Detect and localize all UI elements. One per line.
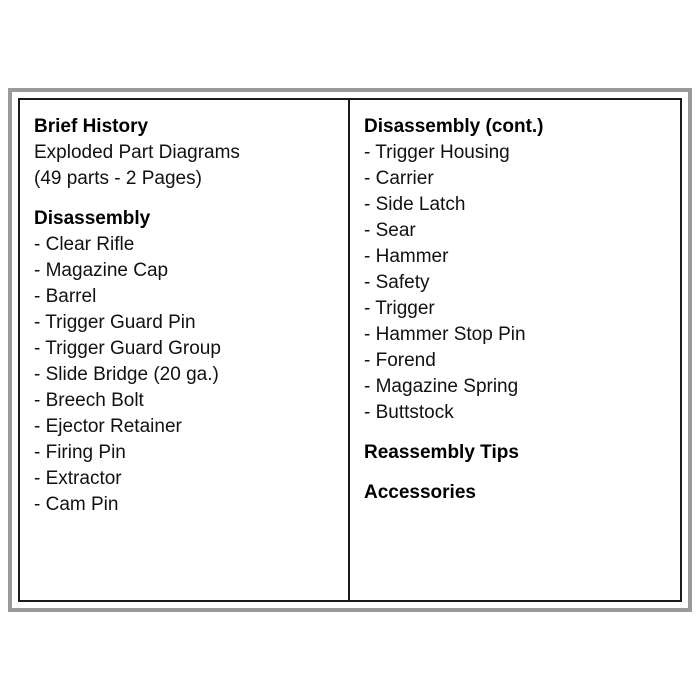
left-column [20,100,350,600]
list-item: - Hammer Stop Pin [364,324,526,345]
list-item: - Safety [364,272,430,293]
list-item: - Side Latch [364,194,466,215]
section-heading: Reassembly Tips [364,442,519,463]
list-item: - Magazine Cap [34,260,169,281]
section-spacer [364,466,672,480]
section-heading: Brief History [34,116,149,137]
list-item: - Hammer [364,246,449,267]
list-item: - Sear [364,220,416,241]
section-heading: Disassembly (cont.) [364,116,544,137]
section-heading: Disassembly [34,208,151,229]
list-item: - Magazine Spring [364,376,519,397]
list-item: - Ejector Retainer [34,416,182,437]
list-item: - Trigger Guard Group [34,338,221,359]
list-item: - Firing Pin [34,442,126,463]
list-item: - Trigger [364,298,435,319]
list-item: - Cam Pin [34,494,119,515]
list-item: - Trigger Housing [364,142,510,163]
section-heading: Accessories [364,482,476,503]
outer-border [8,88,692,612]
list-item: - Barrel [34,286,97,307]
content-frame [18,98,682,602]
right-column [350,100,680,600]
list-item: - Carrier [364,168,434,189]
list-item: (49 parts - 2 Pages) [34,168,202,189]
section-spacer [34,192,340,206]
list-item: - Forend [364,350,436,371]
list-item: - Trigger Guard Pin [34,312,196,333]
section-spacer [364,426,672,440]
list-item: - Buttstock [364,402,454,423]
list-item: - Extractor [34,468,122,489]
list-item: - Clear Rifle [34,234,135,255]
list-item: - Breech Bolt [34,390,144,411]
list-item: Exploded Part Diagrams [34,142,240,163]
list-item: - Slide Bridge (20 ga.) [34,364,219,385]
